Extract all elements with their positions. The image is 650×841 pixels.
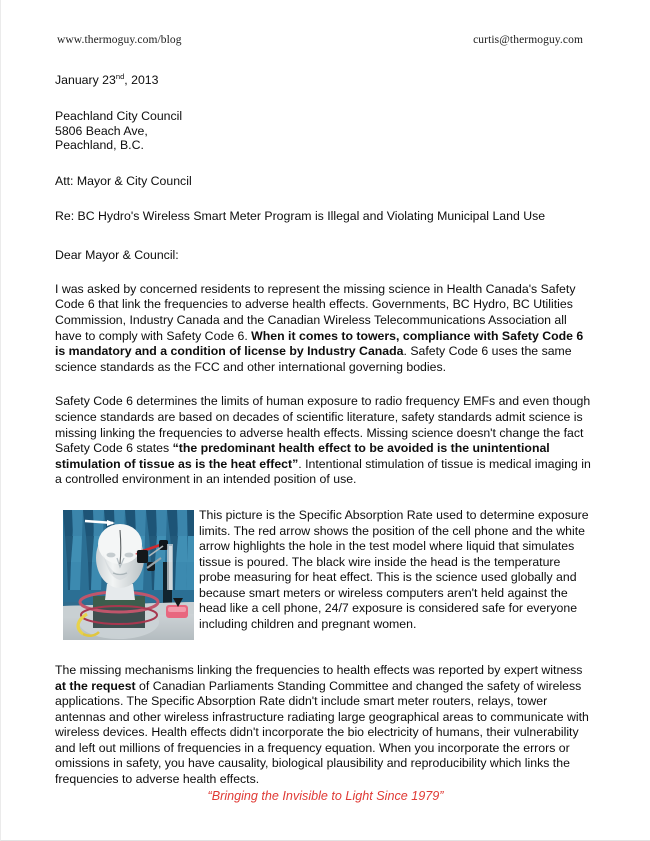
paragraph-two-text-a: Safety Code 6 determines the limits of human exposure to radio frequency EMFs and even though science standards are based on decades of scientific literature, safety standards admit science is missing linking the frequencies to adverse health effects. Missing science doesn't change the fact Safety Code 6 states bbox=[55, 394, 591, 456]
salutation: Dear Mayor & Council: bbox=[55, 247, 179, 262]
subject-line: Re: BC Hydro's Wireless Smart Meter Program is Illegal and Violating Municipal Land Use bbox=[55, 208, 546, 223]
paragraph-two bbox=[55, 394, 595, 488]
date-month-day: January 23 bbox=[55, 73, 116, 87]
sar-test-photo-graphic bbox=[63, 510, 194, 640]
paragraph-two-text-b: . Intentional stimulation of tissue is medical imaging in a controlled environment in an intended position of use. bbox=[55, 456, 591, 487]
paragraph-one-text-a: I was asked by concerned residents to represent the missing science in Health Canada's Safety Code 6 that link the frequencies to adverse health effects. Governments, BC Hydro, BC Utilities Commission, Industry Canada and the Canadian Wireless Telecommunications Association all have to comply with Safety Code 6. bbox=[55, 281, 576, 343]
letterhead bbox=[55, 0, 595, 46]
date-ordinal-suffix: nd bbox=[115, 71, 125, 81]
website-url: www.thermoguy.com/blog bbox=[57, 34, 182, 46]
paragraph-four-text-b: of Canadian Parliaments Standing Committee and changed the safety of wireless applications. The Specific Absorption Rate didn't include smart meter routers, relays, tower antennas and other wireless infrastructure radiating large geographical areas to communicate with wireless devices. Health effects didn't incorporate the bio electricity of humans, their vulnerability and left out millions of frequencies in a frequency equation. When you incorporate the errors or omissions in safety, you have causality, biological plausibility and reproducibility which links the frequencies to adverse health effects. bbox=[55, 678, 589, 787]
recipient-line-2: 5806 Beach Ave, bbox=[55, 123, 148, 138]
recipient-address bbox=[55, 109, 595, 153]
paragraph-one bbox=[55, 282, 595, 376]
recipient-line-3: Peachland, B.C. bbox=[55, 138, 144, 153]
figure-caption-text: This picture is the Specific Absorption Rate used to determine exposure limits. The red arrow shows the position of the cell phone and the white arrow highlights the hole in the test model where liquid that simulates tissue is poured. The black wire inside the head is the temperature probe measuring for heat effect. This is the science used globally and because smart meters or wireless computers aren't held against the head like a cell phone, 24/7 exposure is considered safe for everyone including children and pregnant women. bbox=[199, 507, 589, 632]
paragraph-four-text-a: The missing mechanisms linking the frequencies to health effects was reported by expert witness bbox=[55, 662, 583, 677]
letter-content bbox=[55, 0, 595, 788]
footer-tagline: “Bringing the Invisible to Light Since 1979” bbox=[207, 789, 444, 803]
paragraph-two-quote: “the predominant health effect to be avoided is the unintentional stimulation of tissue as is the heat effect” bbox=[55, 441, 550, 471]
sar-test-photo bbox=[63, 510, 194, 640]
date-year: , 2013 bbox=[124, 73, 159, 87]
paragraph-four-emphasis: at the request bbox=[55, 678, 136, 693]
paragraph-one-text-b: . Safety Code 6 uses the same science standards as the FCC and other international governing bodies. bbox=[55, 344, 572, 374]
figure-section bbox=[55, 508, 595, 643]
letter-date bbox=[55, 73, 595, 87]
recipient-line-1: Peachland City Council bbox=[55, 109, 183, 123]
email-address: curtis@thermoguy.com bbox=[473, 34, 583, 46]
paragraph-four bbox=[55, 663, 595, 788]
paragraph-one-emphasis: When it comes to towers, compliance with Safety Code 6 is mandatory and a condition of license by Industry Canada bbox=[55, 328, 584, 359]
attention-line: Att: Mayor & City Council bbox=[55, 173, 192, 188]
